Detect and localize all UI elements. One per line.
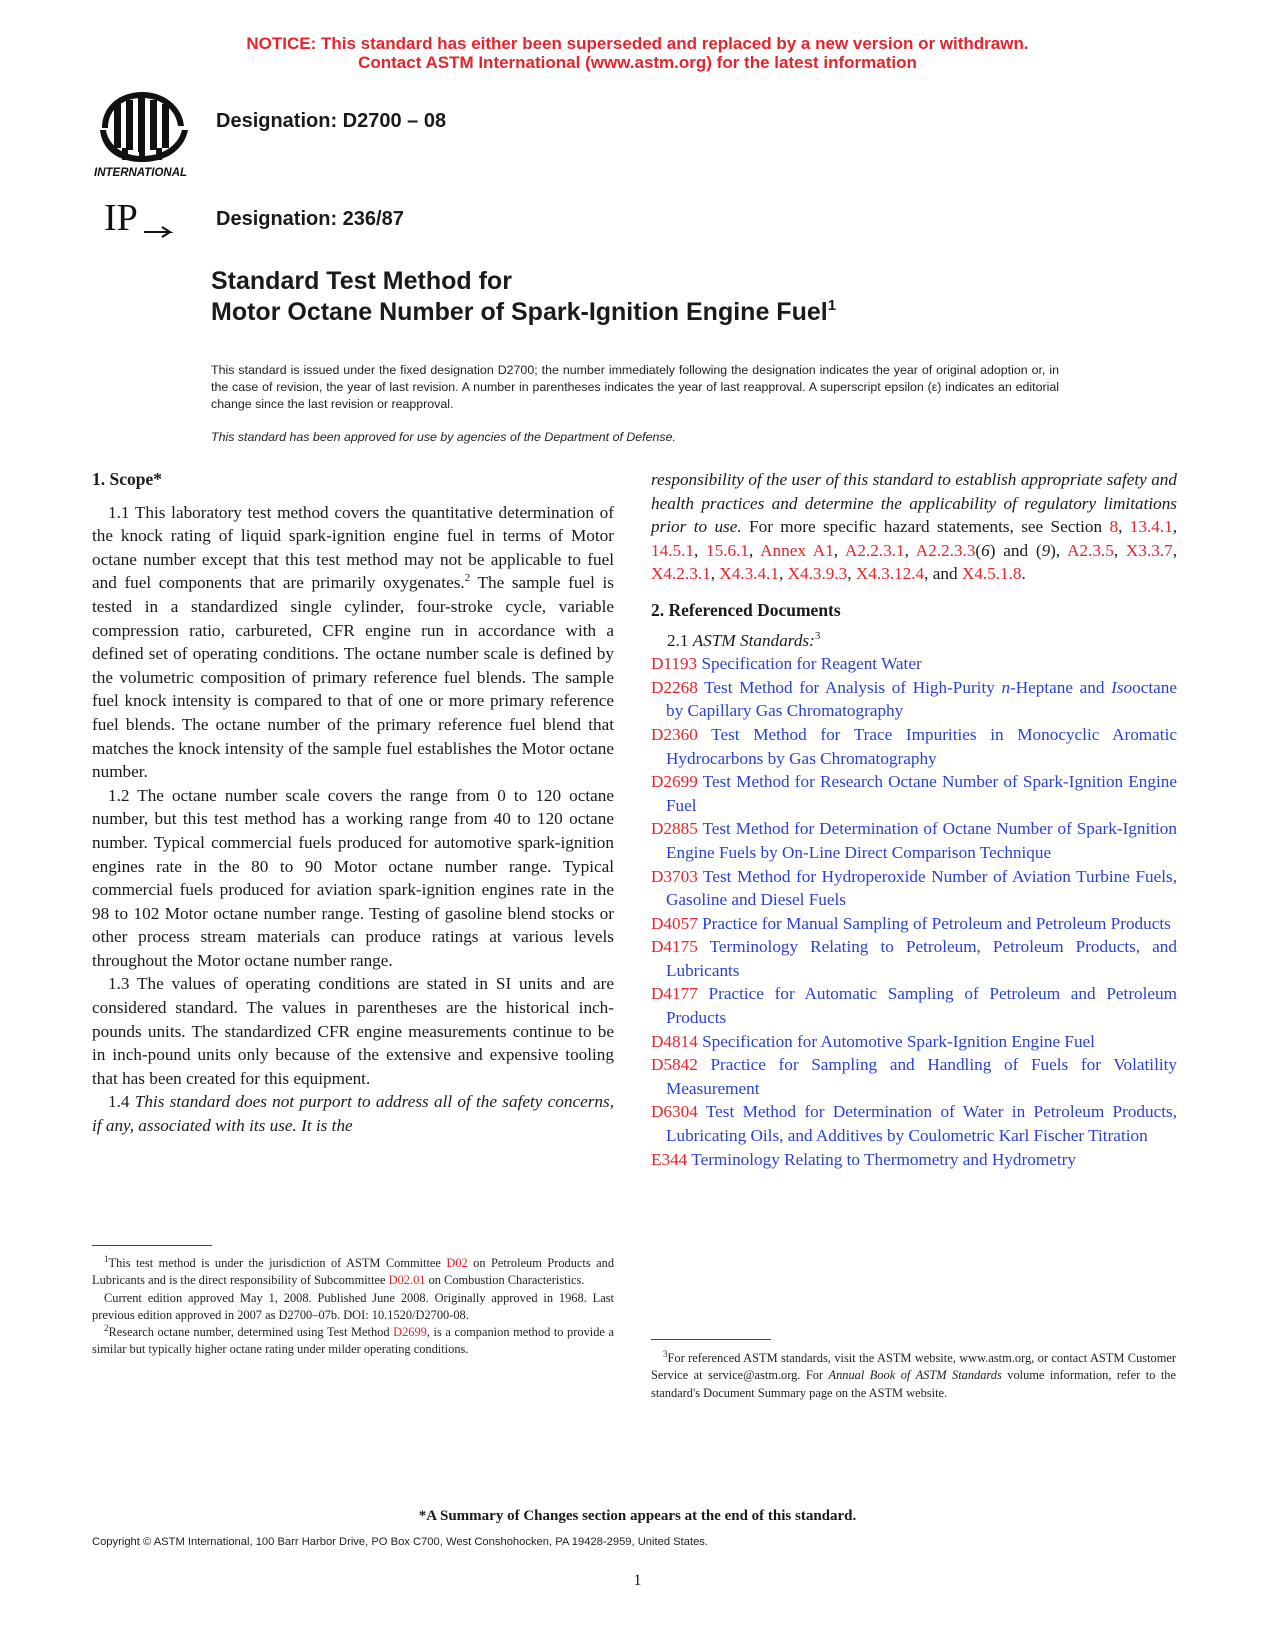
reference-title[interactable]: Practice for Sampling and Handling of Fuels for Volatility Measurement <box>666 1055 1177 1098</box>
hazard-reference-links: 8, 13.4.1, 14.5.1, 15.6.1, Annex A1, A2.2.3.1, A2.2.3.3(6) and (9), A2.3.5, X3.3.7, X4.2.3.1, X4.3.4.1, X4.3.9.3, X4.3.12.4, and X4.5.1.8. <box>651 517 1178 584</box>
notice-line-1: NOTICE: This standard has either been superseded and replaced by a new version or withdrawn. <box>246 34 1029 53</box>
paragraph-1-1: 1.1 This laboratory test method covers the quantitative determination of the knock rating of liquid spark-ignition engine fuel in terms of Motor octane number except that this test method may not be applicable to fuel and fuel components that are primarily oxygenates.$^2$ The sample fuel is tested in a standardized single cylinder, four-stroke cycle, variable compression ratio, carbureted, CFR engine run in accordance with a defined set of operating conditions. The octane number scale is defined by the volumetric composition of primary reference fuel blends. The sample fuel knock intensity is compared to that of one or more primary reference fuel blends. The octane number of the primary reference fuel blend that matches the knock intensity of the sample fuel establishes the Motor octane number. <box>92 502 614 782</box>
hazard-ref-link[interactable]: A2.2.3.3 <box>915 540 976 560</box>
reference-item[interactable] <box>651 1030 1177 1054</box>
reference-title[interactable]: Test Method for Determination of Octane Number of Spark-Ignition Engine Fuels by On-Line Direct Comparison Technique <box>666 819 1177 862</box>
reference-item[interactable] <box>651 935 1177 982</box>
reference-title[interactable]: Specification for Reagent Water <box>701 654 922 674</box>
reference-code[interactable]: D2360 <box>651 724 698 744</box>
reference-code[interactable]: D1193 <box>651 654 698 674</box>
footnotes-left <box>92 1255 614 1359</box>
hazard-ref-link[interactable]: X3.3.7 <box>1125 540 1173 560</box>
designation-ip: Designation: 236/87 <box>216 208 404 230</box>
hazard-ref-link[interactable]: 13.4.1 <box>1129 517 1173 537</box>
reference-code[interactable]: D5842 <box>651 1055 698 1075</box>
reference-item[interactable] <box>651 723 1177 770</box>
reference-code[interactable]: D3703 <box>651 866 698 886</box>
section-2-heading: 2. Referenced Documents <box>651 599 841 620</box>
reference-code[interactable]: D2268 <box>651 677 698 697</box>
footnote-rule-left <box>92 1245 212 1246</box>
reference-item[interactable] <box>651 676 1177 723</box>
footnote-3: $^3$For referenced ASTM standards, visit the ASTM website, www.astm.org, or contact ASTM Customer Service at service@astm.org. For Annual Book of ASTM Standards volume information, refer to the standard's Document Summary page on the ASTM website. <box>651 1349 1176 1400</box>
document-title <box>211 266 836 328</box>
reference-title[interactable]: Test Method for Hydroperoxide Number of Aviation Turbine Fuels, Gasoline and Diesel Fuels <box>666 866 1177 910</box>
ref-nine: 9 <box>1041 540 1051 560</box>
summary-of-changes-note: *A Summary of Changes section appears at the end of this standard. <box>418 1508 857 1524</box>
reference-item[interactable] <box>651 770 1177 817</box>
reference-item[interactable] <box>651 982 1177 1029</box>
hazard-ref-link[interactable]: X4.3.12.4 <box>855 564 925 584</box>
footnotes-right <box>651 1350 1176 1402</box>
hazard-ref-link[interactable]: X4.3.9.3 <box>787 564 848 584</box>
ref-six: 6 <box>981 540 990 560</box>
astm-standards-label: 2.1 ASTM Standards:$^3$ <box>667 629 821 650</box>
hazard-ref-link[interactable]: A2.3.5 <box>1067 540 1114 560</box>
reference-item[interactable] <box>651 1053 1177 1100</box>
reference-title[interactable]: Practice for Automatic Sampling of Petroleum and Petroleum Products <box>666 984 1178 1028</box>
hazard-ref-link[interactable]: Annex A1 <box>760 540 834 560</box>
reference-title[interactable]: Test Method for Trace Impurities in Monocyclic Aromatic Hydrocarbons by Gas Chromatography <box>666 724 1177 768</box>
safety-statement-end: responsibility of the user of this standard to establish appropriate safety and health practices and determine the applicability of regulatory limitations prior to use. <box>651 470 1177 537</box>
hazard-ref-link[interactable]: X4.2.3.1 <box>651 564 711 584</box>
reference-code[interactable]: D4814 <box>651 1031 698 1051</box>
hazard-ref-link[interactable]: X4.3.4.1 <box>719 564 779 584</box>
reference-code[interactable]: E344 <box>651 1149 688 1169</box>
reference-item[interactable] <box>651 1148 1177 1172</box>
reference-title[interactable]: Test Method for Analysis of High-Purity n-Heptane and Isooctane by Capillary Gas Chromatography <box>666 677 1177 721</box>
reference-code[interactable]: D2885 <box>651 819 698 839</box>
reference-code[interactable]: D2699 <box>651 772 698 792</box>
superseded-notice <box>0 34 1275 72</box>
ip-logo <box>104 196 174 246</box>
reference-title[interactable]: Terminology Relating to Petroleum, Petroleum Products, and Lubricants <box>666 937 1177 980</box>
issuance-statement: This standard is issued under the fixed designation D2700; the number immediately following the designation indicates the year of original adoption or, in the case of revision, the year of last revision. A number in parentheses indicates the year of last reapproval. A superscript epsilon (ε) indicates an editorial change since the last revision or reapproval. <box>211 363 1059 411</box>
reference-title[interactable]: Test Method for Research Octane Number of Spark-Ignition Engine Fuel <box>666 772 1177 815</box>
astm-international-logo <box>92 86 200 182</box>
paragraph-1-2: 1.2 The octane number scale covers the range from 0 to 120 octane number, but this test method has a working range from 40 to 120 octane number. Typical commercial fuels produced for automotive spark-ignition engines rate in the 80 to 90 Motor octane number range. Typical commercial fuels produced for aviation spark-ignition engines rate in the 98 to 102 Motor octane number range. Testing of gasoline blend stocks or other process stream materials can produce ratings at various levels throughout the Motor octane number range. <box>92 785 614 970</box>
title-footnote-mark: 1 <box>827 297 837 314</box>
dod-approval-note: This standard has been approved for use by agencies of the Department of Defense. <box>211 430 676 444</box>
reference-title[interactable]: Practice for Manual Sampling of Petroleum and Petroleum Products <box>702 913 1171 933</box>
safety-statement-start: This standard does not purport to address all of the safety concerns, if any, associated with its use. It is the <box>92 1092 615 1136</box>
reference-code[interactable]: D6304 <box>651 1102 698 1122</box>
reference-code[interactable]: D4175 <box>651 937 698 957</box>
copyright-line: Copyright © ASTM International, 100 Barr Harbor Drive, PO Box C700, West Conshohocken, PA 19428-2959, United States. <box>92 1536 708 1548</box>
reference-item[interactable] <box>651 865 1177 912</box>
subcommittee-d02-01-link[interactable]: D02.01 <box>388 1273 426 1288</box>
reference-title[interactable]: Specification for Automotive Spark-Ignition Engine Fuel <box>702 1031 1095 1051</box>
hazard-ref-link[interactable]: 15.6.1 <box>706 540 750 560</box>
footnote-1: $^1$This test method is under the jurisdiction of ASTM Committee D02 on Petroleum Products and Lubricants and is the direct responsibility of Subcommittee D02.01 on Combustion Characteristics. <box>92 1254 615 1288</box>
reference-item[interactable] <box>651 912 1177 936</box>
left-column <box>92 468 614 1138</box>
footnote-3-mark: 3 <box>814 629 821 642</box>
footnote-2: $^2$Research octane number, determined using Test Method D2699, is a companion method to provide a similar but typically higher octane rating under milder operating conditions. <box>92 1323 614 1357</box>
reference-item[interactable] <box>651 817 1177 864</box>
designation-astm: Designation: D2700 – 08 <box>216 110 447 132</box>
reference-item[interactable] <box>651 652 1177 676</box>
hazard-ref-link[interactable]: 8 <box>1109 517 1119 537</box>
footnote-rule-right <box>651 1339 771 1340</box>
paragraph-1-4-continued: responsibility of the user of this standard to establish appropriate safety and health practices and determine the applicability of regulatory limitations prior to use. For more specific hazard statements, see Section 8, 13.4.1, 14.5.1, 15.6.1, Annex A1, A2.2.3.1, A2.2.3.3(6) and (9), A2.3.5, X3.3.7, X4.2.3.1, X4.3.4.1, X4.3.9.3, X4.3.12.4, and X4.5.1.8. <box>651 470 1178 584</box>
footnote-1-edition: Current edition approved May 1, 2008. Published June 2008. Originally approved in 1968. Last previous edition approved in 2007 as D2700–07b. DOI: 10.1520/D2700-08. <box>92 1290 614 1322</box>
paragraph-1-4: 1.4 This standard does not purport to address all of the safety concerns, if any, associated with its use. It is the <box>92 1092 615 1136</box>
hazard-ref-link[interactable]: 14.5.1 <box>651 540 694 560</box>
title-line-2: Motor Octane Number of Spark-Ignition Engine Fuel$^1$ <box>211 297 837 326</box>
astm-logo-label: INTERNATIONAL <box>94 167 188 179</box>
hazard-ref-link[interactable]: X4.5.1.8 <box>961 564 1022 584</box>
referenced-documents-list <box>651 652 1177 1171</box>
reference-code[interactable]: D4177 <box>651 984 698 1004</box>
ip-logo-text: IP <box>104 197 138 239</box>
section-1-heading: 1. Scope* <box>92 469 162 489</box>
title-line-1: Standard Test Method for <box>211 267 512 295</box>
page-number: 1 <box>633 1572 642 1589</box>
hazard-ref-link[interactable]: A2.2.3.1 <box>844 540 905 560</box>
reference-item[interactable] <box>651 1100 1177 1147</box>
reference-title[interactable]: Terminology Relating to Thermometry and Hydrometry <box>691 1149 1076 1169</box>
committee-d02-link[interactable]: D02 <box>446 1256 468 1270</box>
footnote-2-mark: 2 <box>464 572 471 585</box>
paragraph-1-3: 1.3 The values of operating conditions are stated in SI units and are considered standard. The values in parentheses are the historical inch-pounds units. The standardized CFR engine measurements continue to be in inch-pound units only because of the extensive and expensive tooling that has been created for this equipment. <box>92 974 614 1088</box>
notice-line-2: Contact ASTM International (www.astm.org) for the latest information <box>358 53 917 72</box>
reference-title[interactable]: Test Method for Determination of Water in Petroleum Products, Lubricating Oils, and Additives by Coulometric Karl Fischer Titration <box>666 1102 1177 1146</box>
reference-code[interactable]: D4057 <box>651 913 698 933</box>
right-column <box>651 468 1177 1171</box>
d2699-link[interactable]: D2699 <box>393 1325 427 1340</box>
